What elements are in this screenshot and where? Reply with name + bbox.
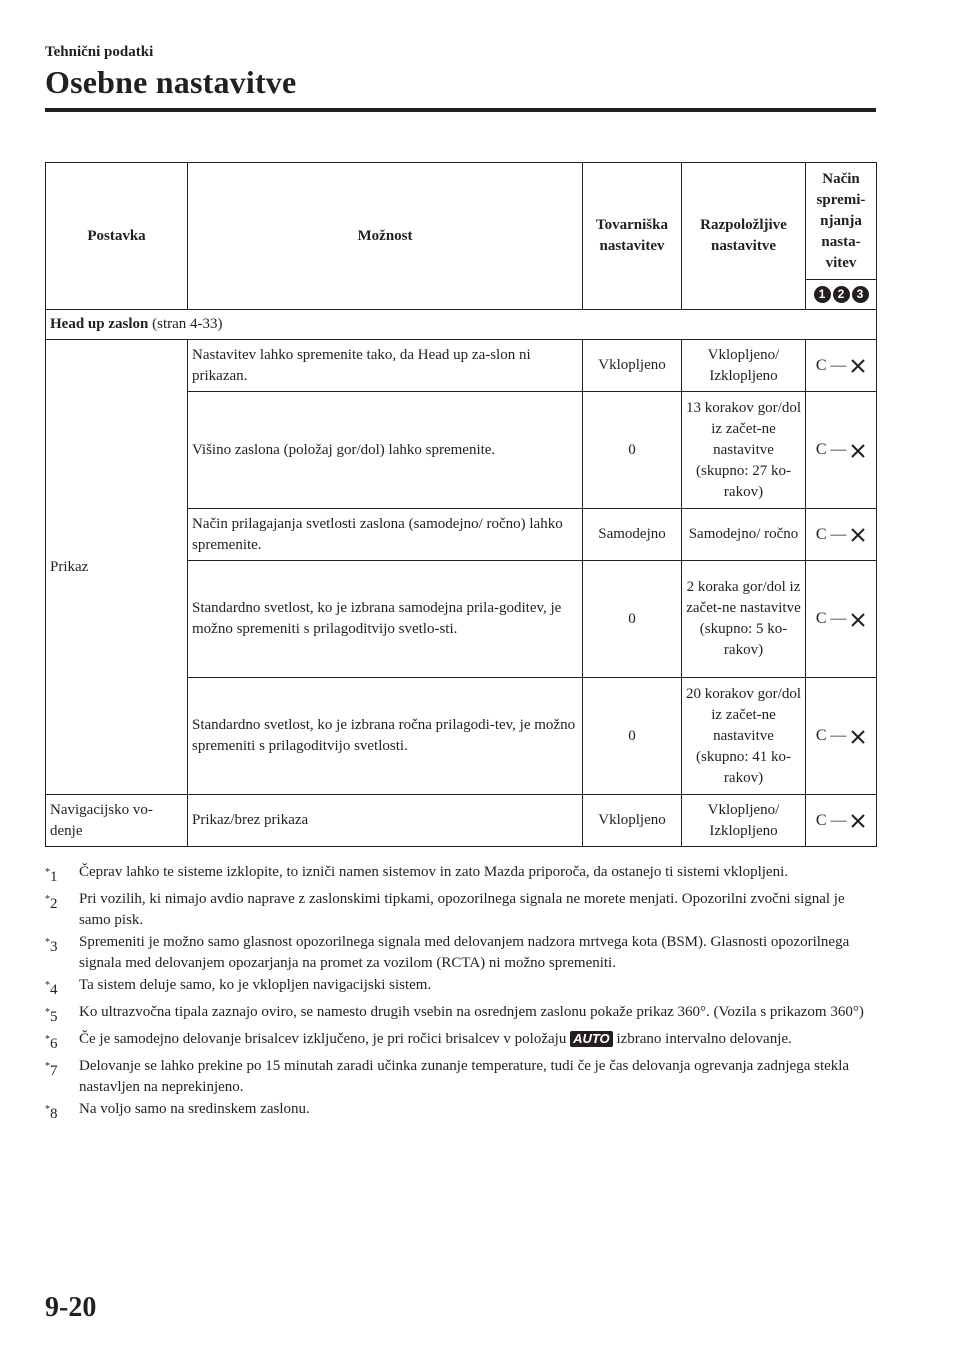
col-header-option: Možnost (188, 163, 583, 310)
row-item-navigacija: Navigacijsko vo-denje (46, 795, 188, 847)
mode-c-mark: C (815, 525, 827, 543)
footnote-text: Spremeniti je možno samo glasnost opozorilnega signala med delovanjem nadzora mrtvega kota (BSM). Glasnosti opozorilnega signala med delovanjem opozarjanja na promet za vozilom (RCTA) ni možno spremeniti. (79, 934, 850, 971)
footnote (45, 1099, 876, 1125)
mode-1-icon: 1 (814, 286, 831, 303)
row-mode (806, 340, 877, 392)
row-item-prikaz: Prikaz (46, 340, 188, 795)
row-factory: Vklopljeno (583, 795, 682, 847)
footnote-text: Ta sistem deluje samo, ko je vklopljen navigacijski sistem. (79, 977, 432, 993)
mode-c-mark: C (815, 727, 827, 744)
mode-dash-mark: — (830, 811, 847, 829)
footnote (45, 1056, 876, 1098)
auto-icon: AUTO (570, 1031, 613, 1047)
row-available: Vklopljeno/ Izklopljeno (682, 795, 806, 847)
col-header-item: Postavka (46, 163, 188, 310)
footnote-key: *8 (45, 1104, 58, 1122)
row-available: Samodejno/ ročno (682, 509, 806, 561)
mode-c-mark: C (815, 811, 827, 829)
mode-dash-mark: — (830, 525, 847, 543)
row-option: Standardno svetlost, ko je izbrana ročna prilagodi-tev, je možno spremeniti s prilagoditvijo svetlosti. (188, 678, 583, 795)
row-mode (806, 561, 877, 678)
table-row (46, 340, 877, 392)
page-number: 9-20 (45, 1292, 97, 1323)
row-available: Vklopljeno/ Izklopljeno (682, 340, 806, 392)
col-header-mode: Način spremi- njanja nasta- vitev (806, 163, 877, 280)
table-row (46, 795, 877, 847)
row-option: Standardno svetlost, ko je izbrana samodejna prila-goditev, je možno spremeniti s prilagoditvijo svetlo-sti. (188, 561, 583, 678)
section-row (46, 310, 877, 340)
row-factory: 0 (583, 561, 682, 678)
x-icon (850, 358, 866, 374)
col-header-available: Razpoložljive nastavitve (682, 163, 806, 310)
section-heading (46, 310, 877, 340)
footnote (45, 1002, 876, 1028)
footnote-text: Čeprav lahko te sisteme izklopite, to izniči namen sistemov in zato Mazda priporoča, da ostanejo ti sistemi vklopljeni. (79, 864, 788, 880)
footnote (45, 889, 876, 931)
footnote-key: *2 (45, 894, 58, 912)
row-mode (806, 509, 877, 561)
footnote-text: Na voljo samo na sredinskem zaslonu. (79, 1101, 310, 1117)
x-icon (850, 443, 866, 459)
settings-table (45, 162, 877, 847)
footnote-key: *7 (45, 1061, 58, 1079)
row-option: Višino zaslona (položaj gor/dol) lahko spremenite. (188, 392, 583, 509)
footnote (45, 932, 876, 974)
row-mode (806, 795, 877, 847)
x-icon (850, 729, 866, 745)
section-label: Tehnični podatki (45, 44, 154, 60)
footnotes (45, 862, 876, 1126)
x-icon (850, 813, 866, 829)
mode-c-mark: C (815, 610, 827, 627)
footnote-key: *4 (45, 980, 58, 998)
x-icon (850, 612, 866, 628)
footnote-text: Ko ultrazvočna tipala zaznajo oviro, se namesto drugih vsebin na osrednjem zaslonu pokaže prikaz 360°. (Vozila s prikazom 360°) (79, 1004, 864, 1020)
footnote-text: Delovanje se lahko prekine po 15 minutah zaradi učinka zunanje temperature, tudi če je čas delovanja ogrevanja zadnjega stekla nastavljen na neprekinjeno. (79, 1058, 850, 1095)
page-title: Osebne nastavitve (45, 64, 297, 100)
row-mode (806, 392, 877, 509)
mode-dash-mark: — (830, 441, 847, 458)
footnote-key: *1 (45, 867, 58, 885)
footnote (45, 862, 876, 888)
row-factory: 0 (583, 392, 682, 509)
mode-dash-mark: — (830, 727, 847, 744)
footnote-key: *5 (45, 1007, 58, 1025)
mode-c-mark: C (815, 356, 827, 374)
mode-dash-mark: — (830, 356, 847, 374)
mode-dash-mark: — (830, 610, 847, 627)
section-title: Head up zaslon (50, 316, 149, 332)
mode-2-icon: 2 (833, 286, 850, 303)
footnote-key: *3 (45, 937, 58, 955)
row-available: 20 korakov gor/dol iz začet-ne nastavitve (skupno: 41 ko-rakov) (682, 678, 806, 795)
section-ref: (stran 4-33) (148, 316, 223, 332)
footnote-text: Pri vozilih, ki nimajo avdio naprave z zaslonskimi tipkami, opozorilnega signala ne morete menjati. Opozorilni zvočni signal je samo pisk. (79, 891, 845, 928)
header-divider (45, 108, 876, 112)
row-option: Prikaz/brez prikaza (188, 795, 583, 847)
mode-c-mark: C (815, 441, 827, 458)
row-factory: Samodejno (583, 509, 682, 561)
table-header-row (46, 163, 877, 280)
row-available: 13 korakov gor/dol iz začet-ne nastavitve (skupno: 27 ko-rakov) (682, 392, 806, 509)
mode-3-icon: 3 (852, 286, 869, 303)
x-icon (850, 527, 866, 543)
footnote (45, 1029, 876, 1055)
row-option: Način prilagajanja svetlosti zaslona (samodejno/ ročno) lahko spremenite. (188, 509, 583, 561)
row-available: 2 koraka gor/dol iz začet-ne nastavitve (skupno: 5 ko-rakov) (682, 561, 806, 678)
row-option: Nastavitev lahko spremenite tako, da Head up za-slon ni prikazan. (188, 340, 583, 392)
row-factory: 0 (583, 678, 682, 795)
col-header-factory: Tovarniška nastavitev (583, 163, 682, 310)
footnote (45, 975, 876, 1001)
footnote-text: Če je samodejno delovanje brisalcev izključeno, je pri ročici brisalcev v položaju AUTO izbrano intervalno delovanje. (79, 1031, 792, 1047)
row-factory: Vklopljeno (583, 340, 682, 392)
footnote-key: *6 (45, 1034, 58, 1052)
row-mode (806, 678, 877, 795)
mode-icons (806, 280, 877, 310)
